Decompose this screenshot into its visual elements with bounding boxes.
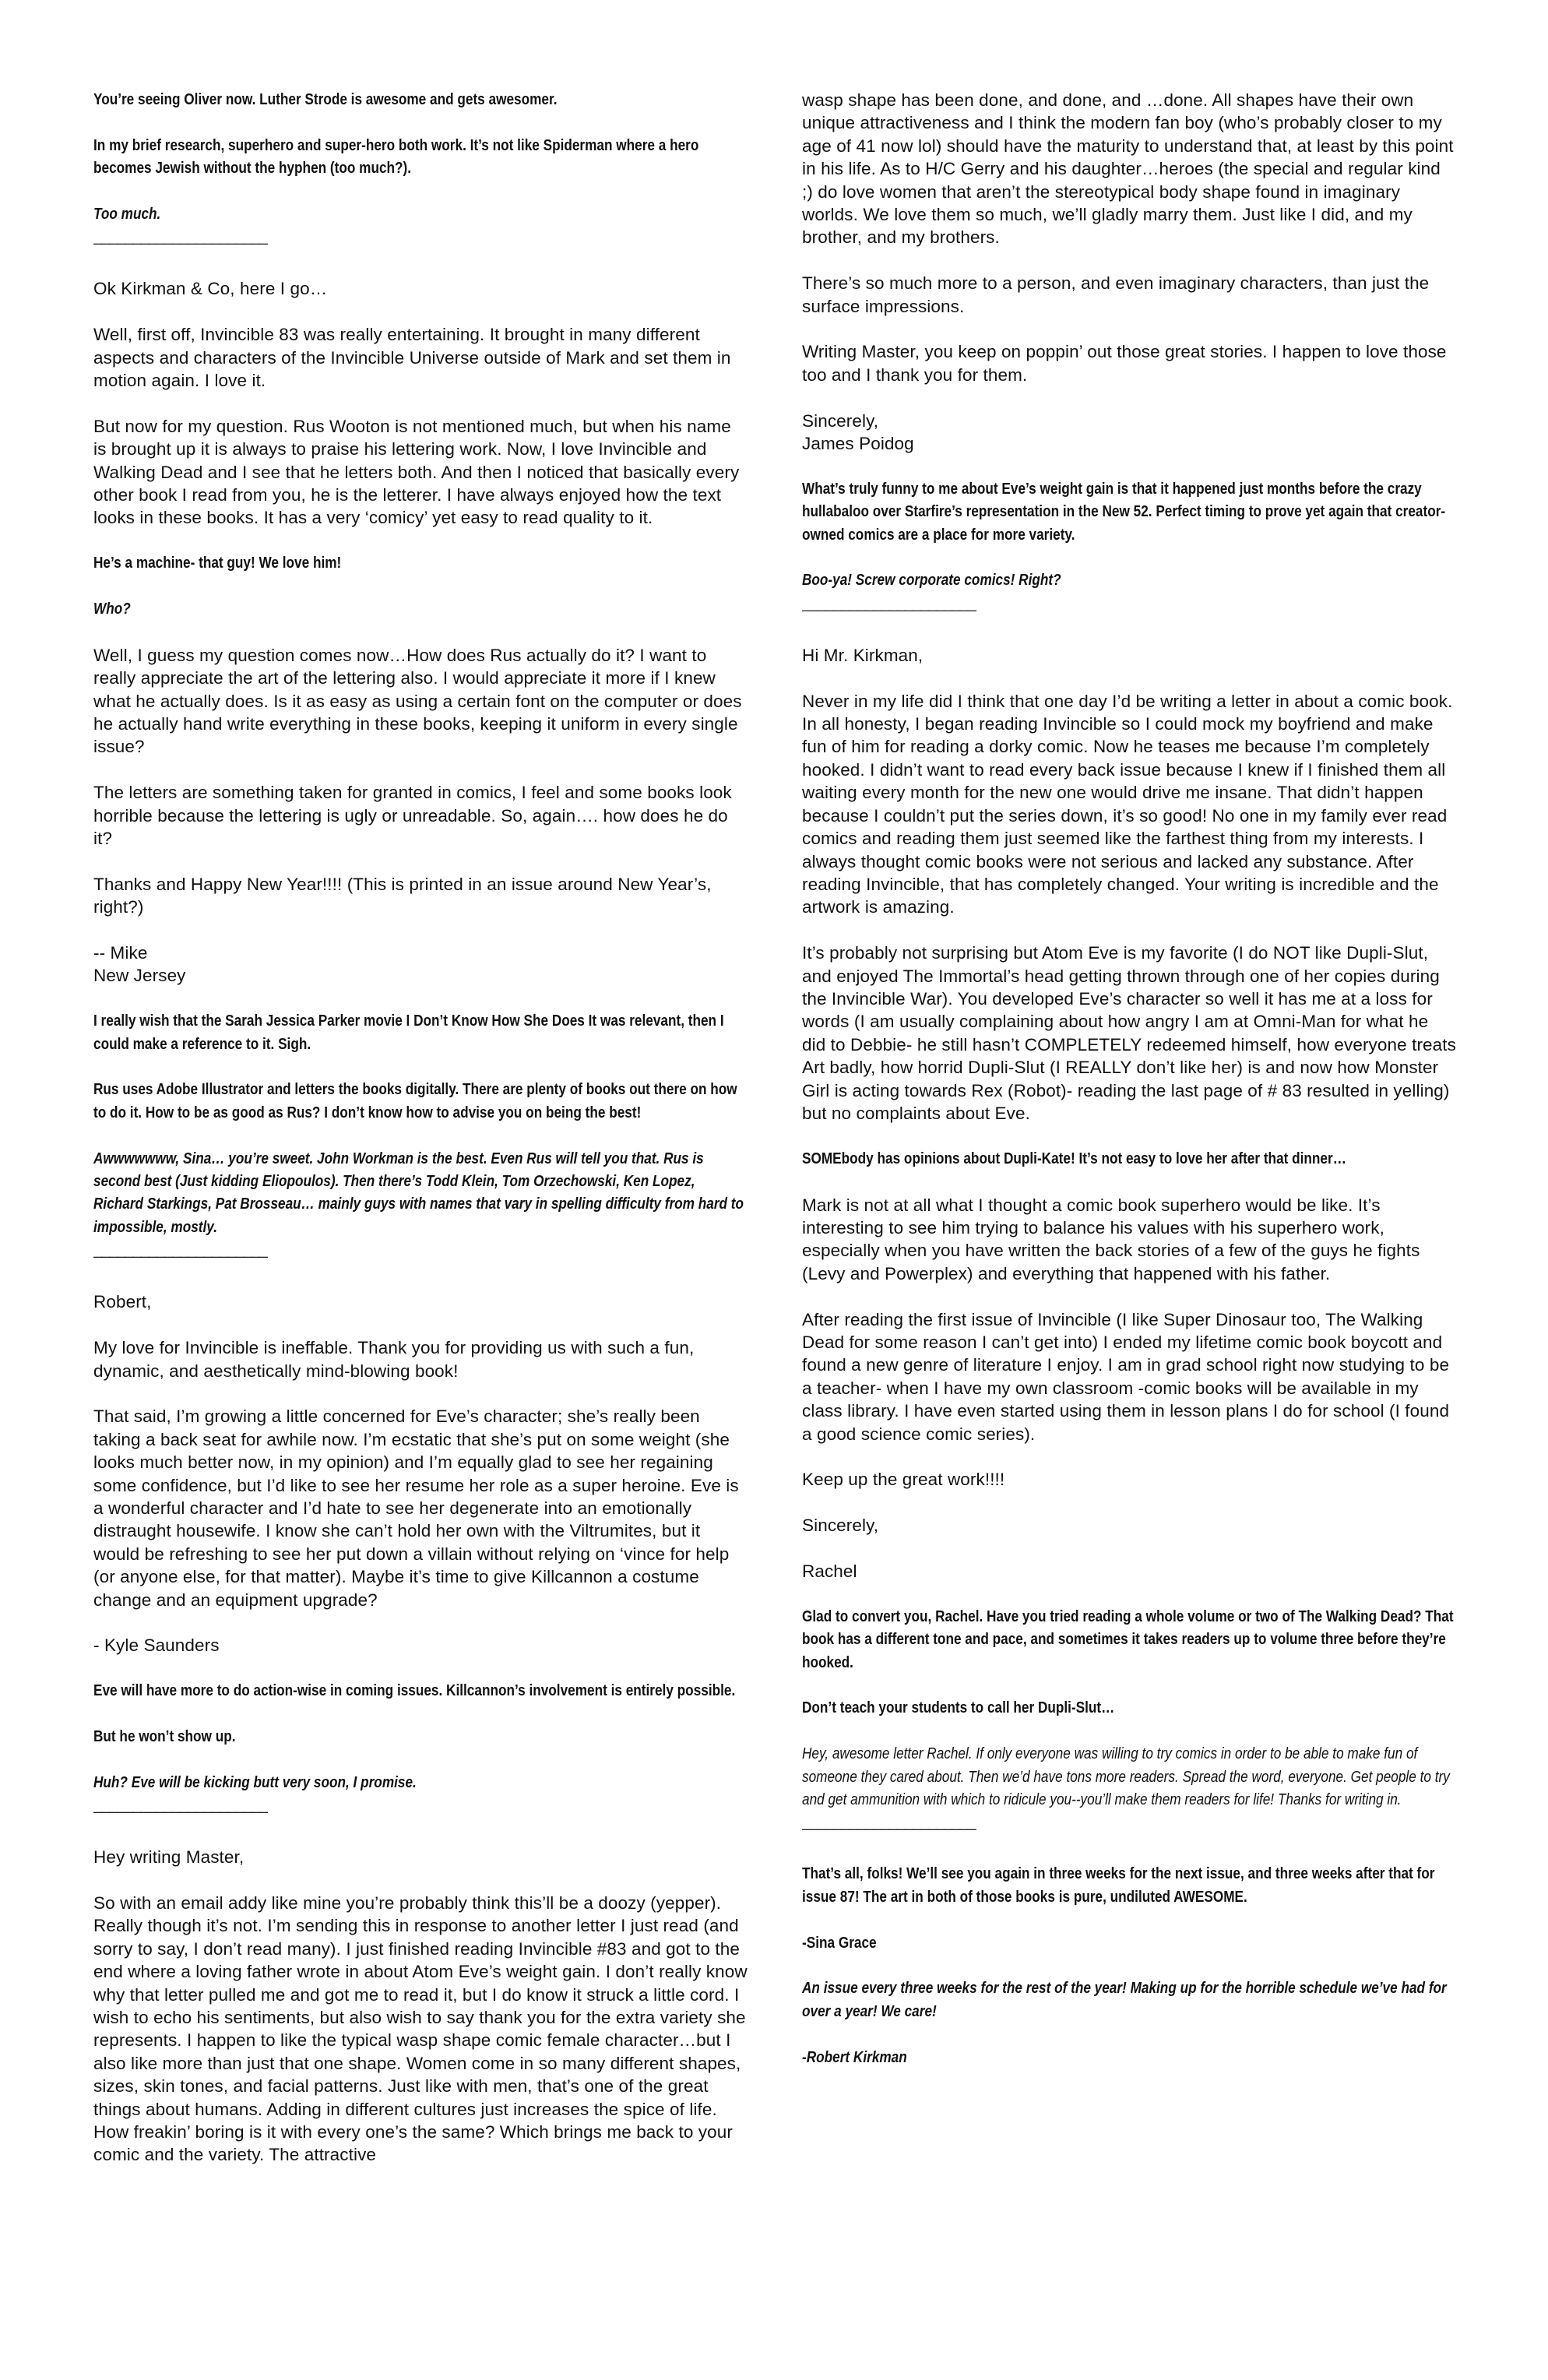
editor-reply-italic: Huh? Eve will be kicking butt very soon, I promise. bbox=[93, 1773, 417, 1791]
letter-paragraph: The letters are something taken for granted in comics, I feel and some books look horrible because the lettering is ugly or unreadable. So, again…. how does he do it? bbox=[93, 783, 732, 849]
letter-paragraph: Rachel bbox=[802, 1561, 857, 1581]
letter-paragraph: There’s so much more to a person, and even imaginary characters, than just the surface impressions. bbox=[802, 273, 1430, 316]
editor-reply-italic: Too much. bbox=[93, 206, 161, 223]
letter-paragraph: Hi Mr. Kirkman, bbox=[802, 645, 924, 665]
editor-reply: You’re seeing Oliver now. Luther Strode is awesome and gets awesomer. bbox=[93, 91, 558, 108]
letter-paragraph: After reading the first issue of Invincible (I like Super Dinosaur too, The Walking Dead for some reason I can’t get into) I ended my lifetime comic book boycott and found a new genre of literature I enjoy. I am in grad school right now studying to be a teacher- when I have my own classroom -comic books will be available in my class library. I have even started using them in lesson plans I do for school (I found a good science comic series). bbox=[802, 1309, 1450, 1444]
letter-paragraph: Writing Master, you keep on poppin’ out those great stories. I happen to love those too and I thank you for them. bbox=[802, 342, 1447, 385]
right-column bbox=[802, 89, 1456, 2069]
editor-reply: -Sina Grace bbox=[802, 1934, 877, 1952]
section-divider: ______________________ bbox=[93, 1797, 267, 1815]
letter-paragraph: Mark is not at all what I thought a comic book superhero would be like. It’s interesting to see him trying to balance his values with his superhero work, especially when you have written the back stories of a few of the guys he fights (Levy and Powerplex) and everything that happened with his father. bbox=[802, 1195, 1420, 1283]
letter-paragraph: Well, first off, Invincible 83 was really entertaining. It brought in many different aspects and characters of the Invincible Universe outside of Mark and set them in motion again. I love it. bbox=[93, 325, 731, 391]
letter-paragraph: Thanks and Happy New Year!!!! (This is printed in an issue around New Year’s, right?) bbox=[93, 874, 712, 917]
letter-paragraph: It’s probably not surprising but Atom Eve is my favorite (I do NOT like Dupli-Slut, and enjoyed The Immortal’s head getting thrown through one of her copies during the Invincible War). You developed Eve’s character so well it has me at a loss for words (I am usually complaining about how angry I am at Omni-Man for what he did to Debbie- he still hasn’t COMPLETELY redeemed himself, how everyone treats Art badly, how horrid Dupli-Slut (I REALLY don’t like her) is and now how Monster Girl is acting towards Rex (Robot)- reading the last page of # 83 resulted in yelling) but no complaints about Eve. bbox=[802, 943, 1456, 1123]
section-divider: ______________________ bbox=[93, 229, 267, 246]
letter-paragraph: Robert, bbox=[93, 1292, 152, 1312]
editor-reply: Rus uses Adobe Illustrator and letters the books digitally. There are plenty of books out there on how to do it. How to be as good as Rus? I don’t know how to advise you on being the best! bbox=[93, 1081, 737, 1121]
editor-reply: He’s a machine- that guy! We love him! bbox=[93, 555, 342, 572]
letter-paragraph: Sincerely, bbox=[802, 1516, 879, 1536]
letter-paragraph: wasp shape has been done, and done, and …done. All shapes have their own unique attractiveness and I think the modern fan boy (who’s probably closer to my age of 41 now lol) should have the maturity to understand that, at least by this point in his life. As to H/C Gerry and his daughter…heroes (the special and regular kind ;) do love women that aren’t the stereotypical body shape found in imaginary worlds. We love them so much, we’ll gladly marry them. Just like I did, and my brother, and my brothers. bbox=[802, 90, 1454, 248]
editor-reply-italic: Hey, awesome letter Rachel. If only everyone was willing to try comics in order to be able to make fun of someone they cared about. Then we’d have tons more readers. Spread the word, everyone. Get people to try and get ammunition with which to ridicule you--you’ll make them readers for life! Thanks for writing in. bbox=[802, 1745, 1450, 1808]
editor-reply: SOMEbody has opinions about Dupli-Kate! It’s not easy to love her after that dinner… bbox=[802, 1150, 1346, 1167]
letter-paragraph: Well, I guess my question comes now…How does Rus actually do it? I want to really appreciate the art of the lettering also. I would appreciate it more if I knew what he actually does. Is it as easy as using a certain font on the computer or does he actually hand write everything in these books, keeping it uniform in every single issue? bbox=[93, 645, 742, 757]
left-column bbox=[93, 89, 748, 2189]
editor-reply: Glad to convert you, Rachel. Have you tried reading a whole volume or two of The Walking Dead? That book has a different tone and pace, and sometimes it takes readers up to volume three before they’re hooked. bbox=[802, 1607, 1454, 1671]
editor-reply-italic: Awwwwwww, Sina… you’re sweet. John Workman is the best. Even Rus will tell you that. Rus is second best (Just kidding Eliopoulos). Then there’s Todd Klein, Tom Orzechowski, Ken Lopez, Richard Starkings, Pat Brosseau… mainly guys with names that vary in spelling difficulty from hard to impossible, mostly. bbox=[93, 1150, 744, 1236]
editor-reply-italic: An issue every three weeks for the rest of the year! Making up for the horrible schedule we’ve had for over a year! We care! bbox=[802, 1980, 1447, 2020]
letter-paragraph: But now for my question. Rus Wooton is not mentioned much, but when his name is brought up it is always to praise his lettering work. Now, I love Invincible and Walking Dead and I see that he letters both. And then I noticed that basically every other book I read from you, he is the letterer. I have always enjoyed how the text looks in these books. It has a very ‘comicy’ yet easy to read quality to it. bbox=[93, 416, 740, 528]
editor-reply: That’s all, folks! We’ll see you again in three weeks for the next issue, and three weeks after that for issue 87! The art in both of those books is pure, undiluted AWESOME. bbox=[802, 1865, 1435, 1906]
editor-reply: Eve will have more to do action-wise in coming issues. Killcannon’s involvement is entirely possible. bbox=[93, 1682, 736, 1700]
letter-paragraph: Keep up the great work!!!! bbox=[802, 1470, 1005, 1490]
section-divider: ______________________ bbox=[802, 595, 976, 612]
letter-paragraph: -- Mike New Jersey bbox=[93, 943, 186, 986]
editor-reply-italic: Who? bbox=[93, 600, 131, 618]
section-divider: ______________________ bbox=[802, 1815, 976, 1832]
letter-paragraph: - Kyle Saunders bbox=[93, 1635, 220, 1656]
letter-paragraph: Never in my life did I think that one day I’d be writing a letter in about a comic book. In all honesty, I began reading Invincible so I could mock my boyfriend and make fun of him for reading a dorky comic. Now he teases me because I’m completely hooked. I didn’t want to read every back issue because I knew if I finished them all waiting every month for the new one would drive me insane. That didn’t happen because I couldn’t put the series down, it’s so good! No one in my family ever read comics and reading them just seemed like the farthest thing from my interests. I always thought comic books were not serious and lacked any substance. After reading Invincible, that has completely changed. Your writing is incredible and the artwork is amazing. bbox=[802, 691, 1453, 917]
letter-paragraph: My love for Invincible is ineffable. Thank you for providing us with such a fun, dynamic, and aesthetically mind-blowing book! bbox=[93, 1338, 695, 1381]
section-divider: ______________________ bbox=[93, 1242, 267, 1259]
editor-signature: -Robert Kirkman bbox=[802, 2048, 907, 2066]
letter-paragraph: So with an email addy like mine you’re probably think this’ll be a doozy (yepper). Really though it’s not. I’m sending this in response to another letter I just read (and sorry to say, I don’t read many). I just finished reading Invincible #83 and got to the end where a loving father wrote in about Atom Eve’s weight gain. I don’t really know why that letter pulled me and got me to read it, but I do know it struck a little cord. I wish to echo his sentiments, but also wish to say thank you for the extra variety she represents. I happen to like the typical wasp shape comic female character…but I also like more than just that one shape. Women come in so many different shapes, sizes, skin tones, and facial patterns. Just like with men, that’s one of the great things about humans. Adding in different cultures just increases the spice of life. How freakin’ boring is it with every one’s the same? Which brings me back to your comic and the variety. The attractive bbox=[93, 1892, 748, 2165]
letter-paragraph: Ok Kirkman & Co, here I go… bbox=[93, 279, 328, 299]
editor-reply: What’s truly funny to me about Eve’s weight gain is that it happened just months before the crazy hullabaloo over Starfire’s representation in the New 52. Perfect timing to prove yet again that creator-owned comics are a place for more variety. bbox=[802, 480, 1446, 544]
letter-paragraph: Sincerely, James Poidog bbox=[802, 410, 914, 454]
letter-paragraph: Hey writing Master, bbox=[93, 1847, 245, 1868]
letter-paragraph: That said, I’m growing a little concerned for Eve’s character; she’s really been taking a back seat for awhile now. I’m ecstatic that she’s put on some weight (she looks much better now, in my opinion) and I’m equally glad to see her regaining some confidence, but I’d like to see her resume her role as a super heroine. Eve is a wonderful character and I’d hate to see her degenerate into an emotionally distraught housewife. I know she can’t hold her own with the Viltrumites, but it would be refreshing to see her put down a villain without relying on ‘vince for help (or anyone else, for that matter). Maybe it’s time to give Killcannon a costume change and an equipment upgrade? bbox=[93, 1407, 739, 1610]
editor-reply: But he won’t show up. bbox=[93, 1727, 236, 1745]
editor-reply-italic: Boo-ya! Screw corporate comics! Right? bbox=[802, 572, 1061, 590]
editor-reply: Don’t teach your students to call her Dupli-Slut… bbox=[802, 1699, 1115, 1717]
editor-reply: In my brief research, superhero and super-hero both work. It’s not like Spiderman where a hero becomes Jewish without the hyphen (too much?). bbox=[93, 136, 699, 178]
editor-reply: I really wish that the Sarah Jessica Parker movie I Don’t Know How She Does It was relevant, then I could make a reference to it. Sigh. bbox=[93, 1012, 724, 1053]
